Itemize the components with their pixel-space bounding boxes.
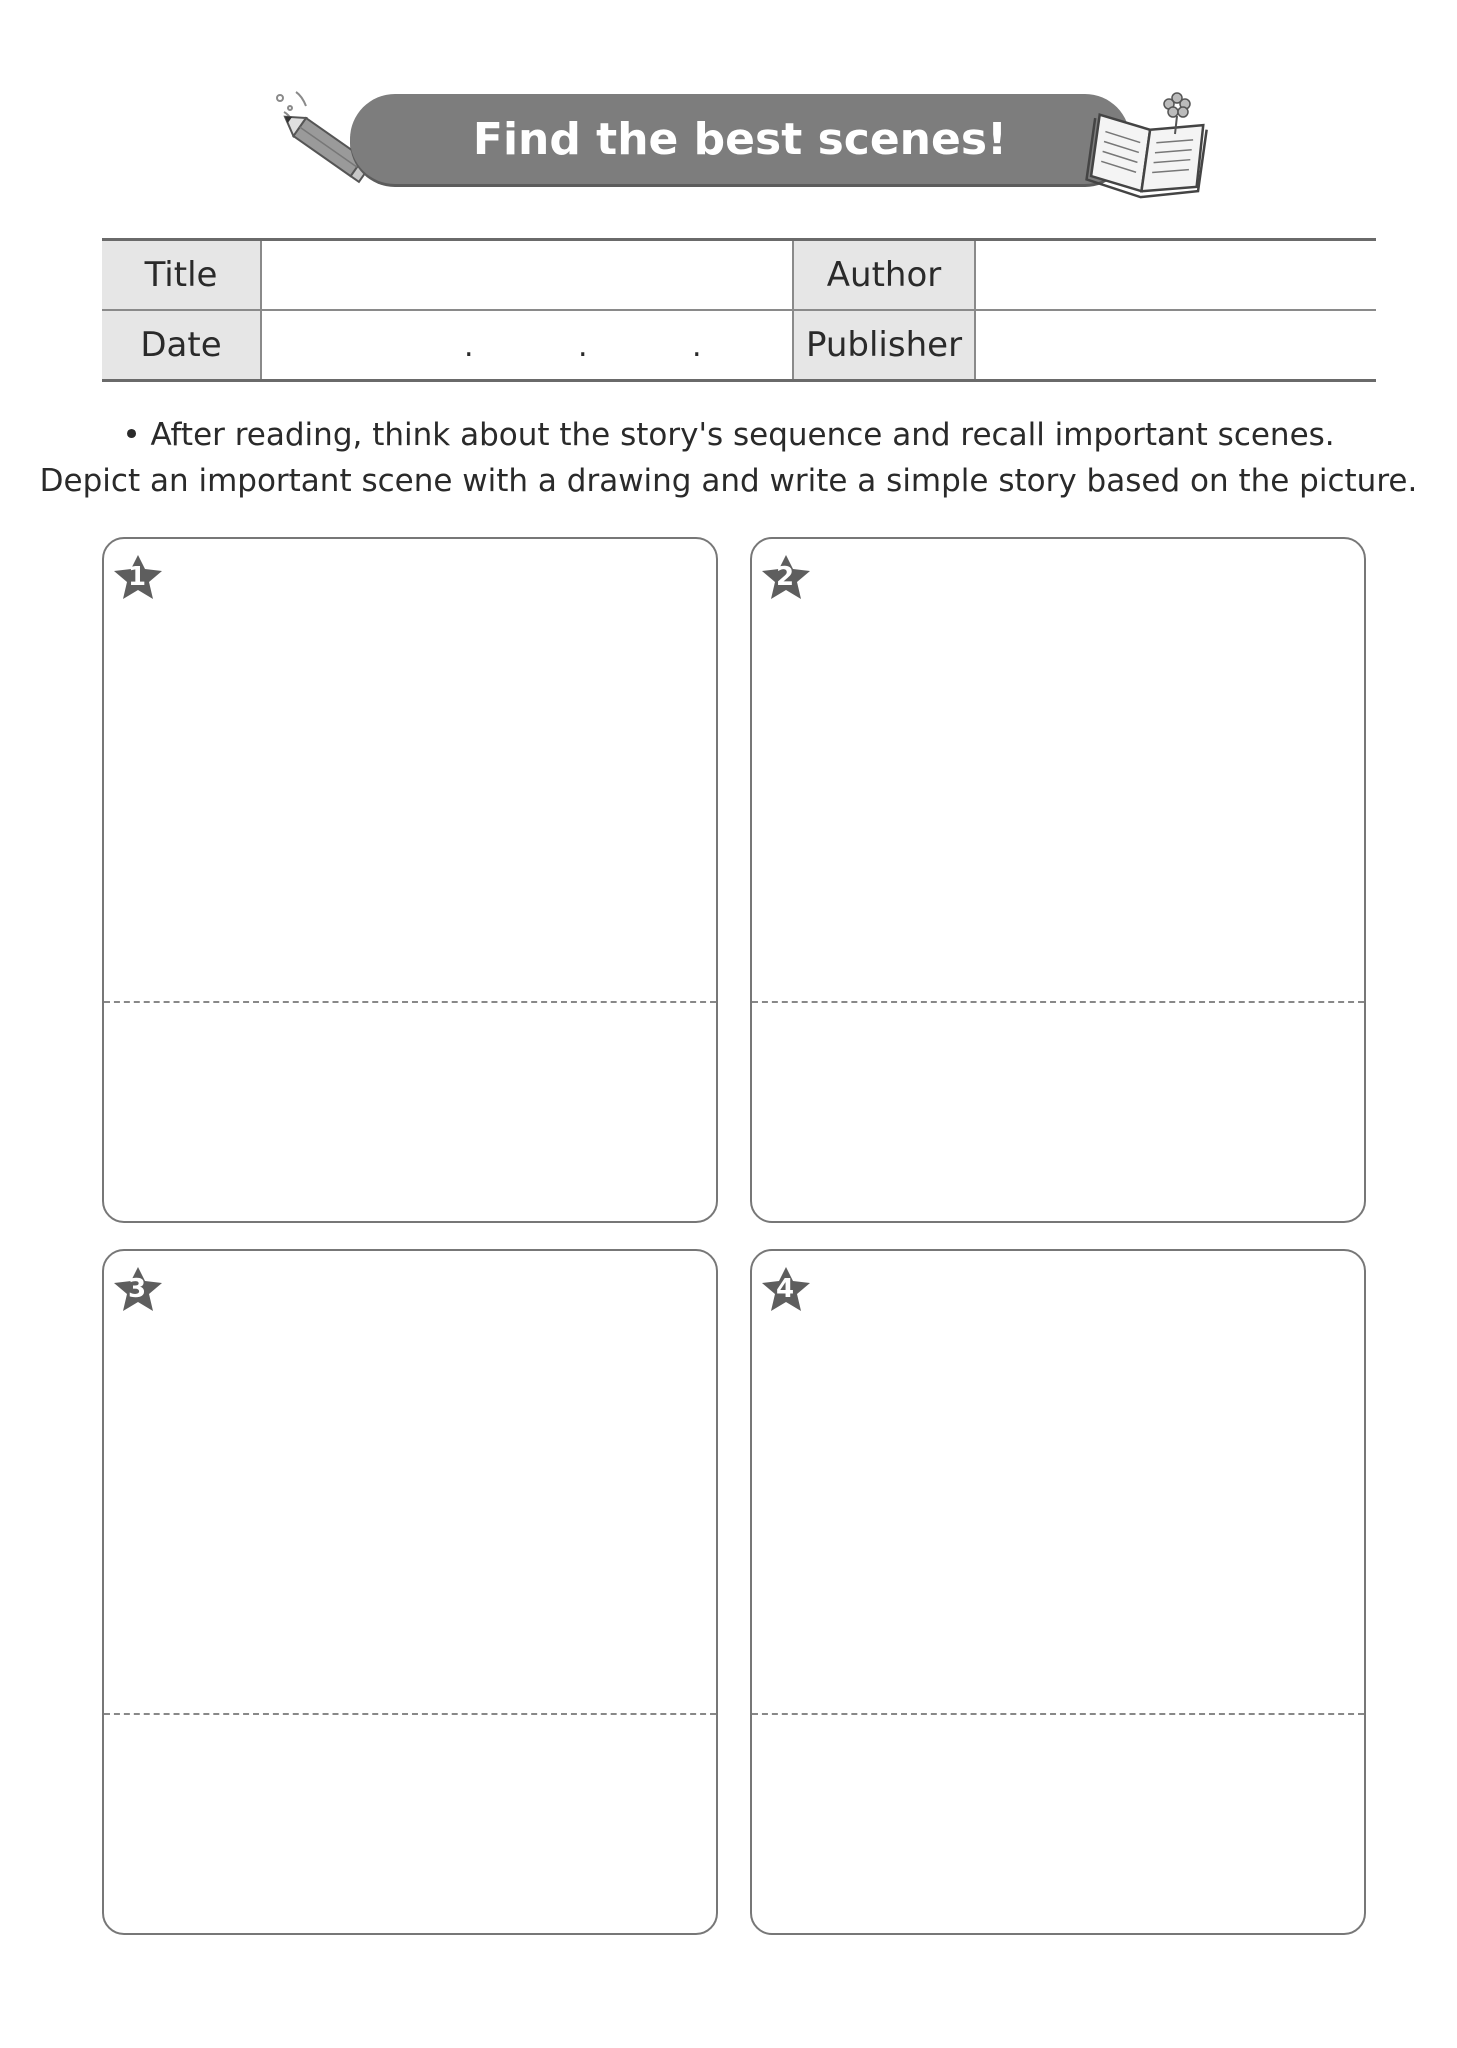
page-title: Find the best scenes! — [472, 113, 1008, 165]
instructions — [0, 412, 1457, 504]
author-field[interactable] — [975, 240, 1376, 311]
date-field[interactable] — [261, 310, 793, 381]
star-badge-icon — [762, 553, 812, 603]
publisher-field[interactable] — [975, 310, 1376, 381]
star-badge-icon — [114, 1265, 164, 1315]
date-separator: . — [578, 329, 588, 364]
date-separator: . — [464, 329, 474, 364]
book-info-table — [102, 238, 1376, 382]
date-separator: . — [692, 329, 702, 364]
title-label: Title — [102, 240, 261, 311]
instruction-line-2: Depict an important scene with a drawing and write a simple story based on the picture. — [39, 463, 1418, 499]
star-badge-icon — [762, 1265, 812, 1315]
dashed-divider — [752, 1713, 1364, 1715]
dashed-divider — [104, 1001, 716, 1003]
info-row-title-author — [102, 240, 1376, 311]
scene-panel-4[interactable] — [750, 1249, 1366, 1935]
author-label: Author — [793, 240, 975, 311]
publisher-label: Publisher — [793, 310, 975, 381]
date-label: Date — [102, 310, 261, 381]
scene-number: 4 — [775, 1274, 795, 1304]
info-row-date-publisher — [102, 310, 1376, 381]
instruction-line-1: • After reading, think about the story's sequence and recall important scenes. — [122, 417, 1335, 453]
title-field[interactable] — [261, 240, 793, 311]
scene-number: 1 — [127, 562, 147, 592]
title-banner — [350, 94, 1130, 184]
dashed-divider — [752, 1001, 1364, 1003]
scene-panel-1[interactable] — [102, 537, 718, 1223]
star-badge-icon — [114, 553, 164, 603]
scene-panel-2[interactable] — [750, 537, 1366, 1223]
scene-number: 2 — [775, 562, 795, 592]
scene-panel-3[interactable] — [102, 1249, 718, 1935]
scene-number: 3 — [127, 1274, 147, 1304]
dashed-divider — [104, 1713, 716, 1715]
open-book-icon — [1085, 92, 1215, 202]
